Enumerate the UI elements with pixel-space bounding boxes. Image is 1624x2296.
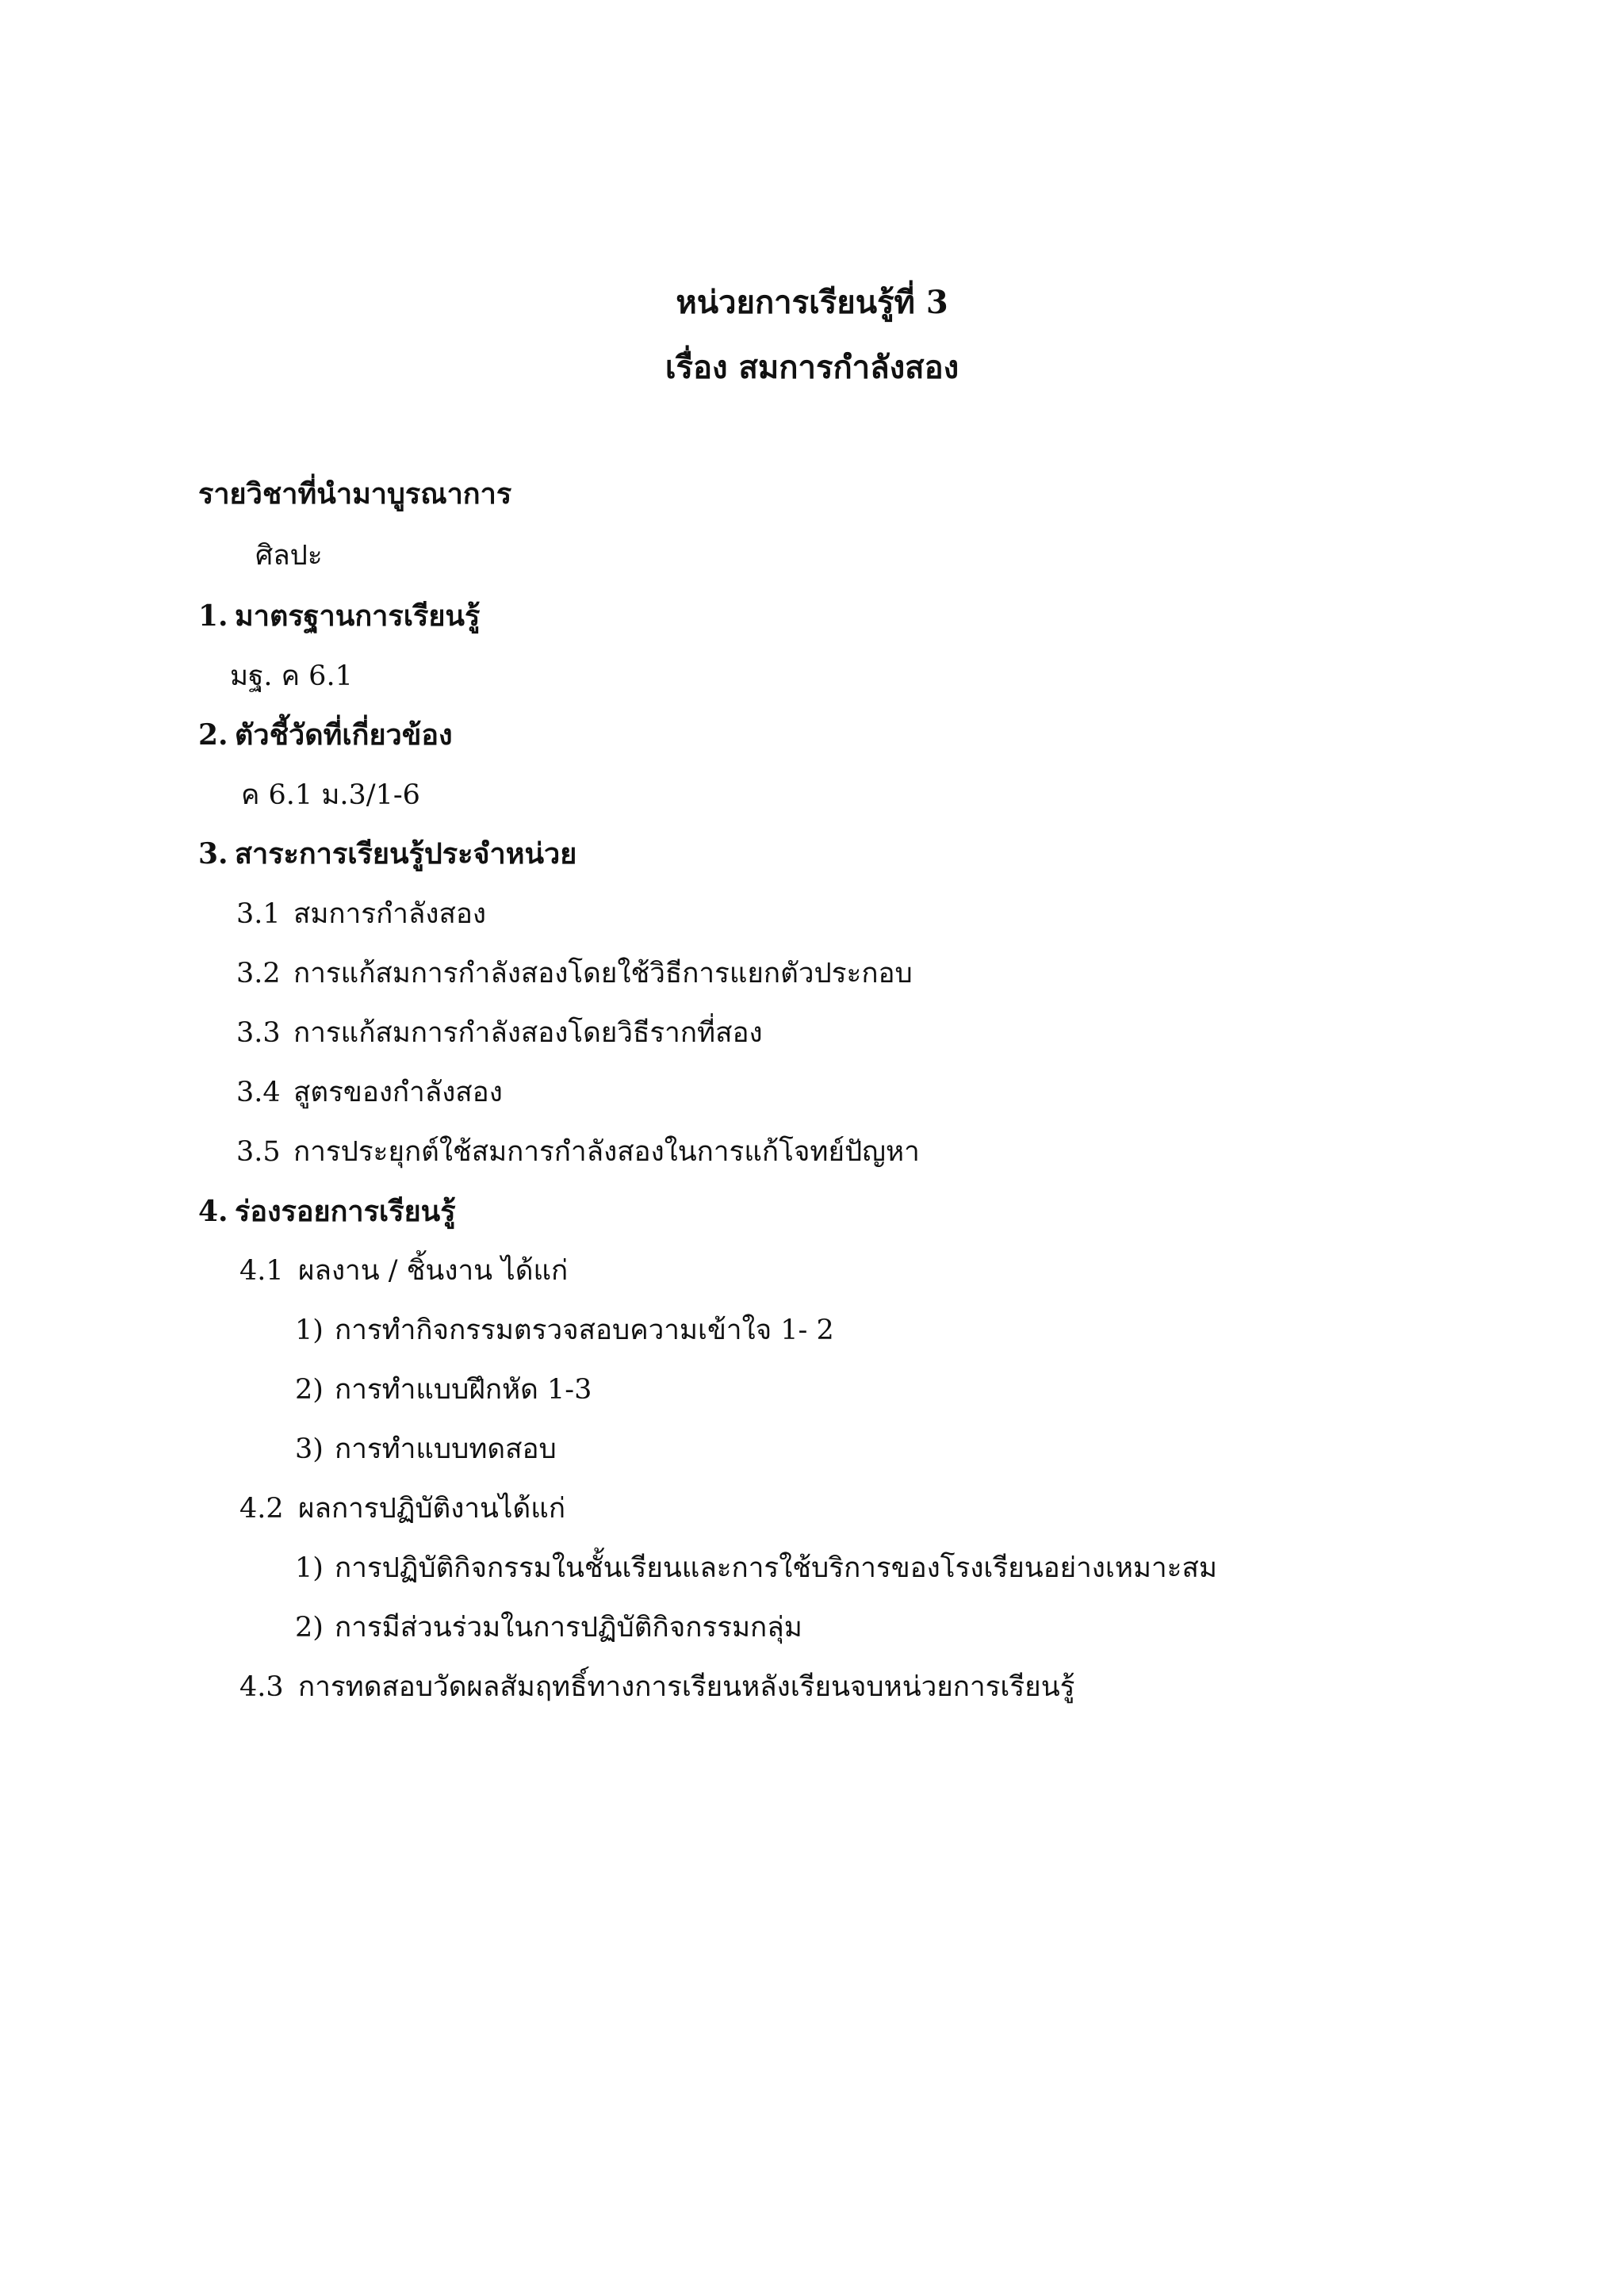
list-item — [295, 1429, 557, 1469]
item-number: 3.2 — [236, 958, 281, 989]
item-number: 3.3 — [236, 1017, 281, 1049]
unit-title: หน่วยการเรียนรู้ที่ 3 — [676, 284, 948, 321]
item-number: 1) — [295, 1552, 324, 1584]
item-number: 3.1 — [236, 898, 281, 930]
subsection-number: 4.3 — [239, 1671, 284, 1703]
item-text: การทำแบบฝึกหัด 1-3 — [335, 1374, 592, 1406]
item-number: 1) — [295, 1314, 324, 1346]
item-text: การทำกิจกรรมตรวจสอบความเข้าใจ 1- 2 — [335, 1314, 834, 1346]
subsection-4-3 — [239, 1667, 1074, 1707]
item-text: การทำแบบทดสอบ — [335, 1433, 557, 1465]
item-number: 3.4 — [236, 1077, 281, 1108]
item-text: การแก้สมการกำลังสองโดยใช้วิธีการแยกตัวประกอบ — [293, 958, 913, 989]
list-item — [295, 1311, 834, 1350]
integrated-subject-heading: รายวิชาที่นำมาบูรณาการ — [198, 477, 512, 511]
list-item — [236, 954, 913, 993]
item-text: การมีส่วนร่วมในการปฏิบัติกิจกรรมกลุ่ม — [335, 1612, 802, 1644]
section-number: 4. — [198, 1195, 228, 1228]
list-item — [295, 1608, 802, 1647]
list-item — [236, 1132, 920, 1172]
section-title: ร่องรอยการเรียนรู้ — [235, 1195, 456, 1228]
subsection-4-1 — [239, 1251, 568, 1291]
section-1-heading — [198, 596, 480, 636]
section-3-heading — [198, 834, 576, 874]
section-title: สาระการเรียนรู้ประจำหน่วย — [235, 837, 577, 871]
subsection-number: 4.1 — [239, 1255, 284, 1287]
item-text: การแก้สมการกำลังสองโดยวิธีรากที่สอง — [293, 1017, 763, 1049]
item-text: สมการกำลังสอง — [293, 898, 486, 930]
section-title: มาตรฐานการเรียนรู้ — [235, 599, 481, 633]
subsection-text: ผลงาน / ชิ้นงาน ได้แก่ — [298, 1255, 569, 1287]
list-item — [236, 1013, 763, 1053]
item-text: สูตรของกำลังสอง — [293, 1077, 503, 1108]
item-number: 3) — [295, 1433, 324, 1465]
item-text: การปฏิบัติกิจกรรมในชั้นเรียนและการใช้บริการของโรงเรียนอย่างเหมาะสม — [335, 1552, 1217, 1584]
subsection-number: 4.2 — [239, 1493, 284, 1525]
item-number: 2) — [295, 1612, 324, 1644]
subsection-text: การทดสอบวัดผลสัมฤทธิ์ทางการเรียนหลังเรียนจบหน่วยการเรียนรู้ — [298, 1671, 1075, 1703]
section-1-text: มฐ. ค 6.1 — [230, 660, 353, 692]
section-number: 2. — [198, 718, 228, 752]
subsection-text: ผลการปฏิบัติงานได้แก่ — [298, 1493, 566, 1525]
section-4-heading — [198, 1192, 456, 1231]
subsection-4-2 — [239, 1489, 565, 1529]
unit-subtitle: เรื่อง สมการกำลังสอง — [665, 349, 959, 386]
list-item — [236, 894, 486, 934]
section-number: 3. — [198, 837, 228, 871]
list-item — [295, 1548, 1217, 1588]
item-number: 3.5 — [236, 1136, 281, 1168]
integrated-subject-value: ศิลปะ — [255, 540, 323, 572]
section-2-text: ค 6.1 ม.3/1-6 — [241, 779, 420, 811]
item-text: การประยุกต์ใช้สมการกำลังสองในการแก้โจทย์ปัญหา — [293, 1136, 920, 1168]
section-number: 1. — [198, 599, 228, 633]
section-title: ตัวชี้วัดที่เกี่ยวข้อง — [235, 718, 453, 752]
item-number: 2) — [295, 1374, 324, 1406]
list-item — [236, 1073, 503, 1112]
section-2-heading — [198, 715, 453, 755]
list-item — [295, 1370, 592, 1410]
